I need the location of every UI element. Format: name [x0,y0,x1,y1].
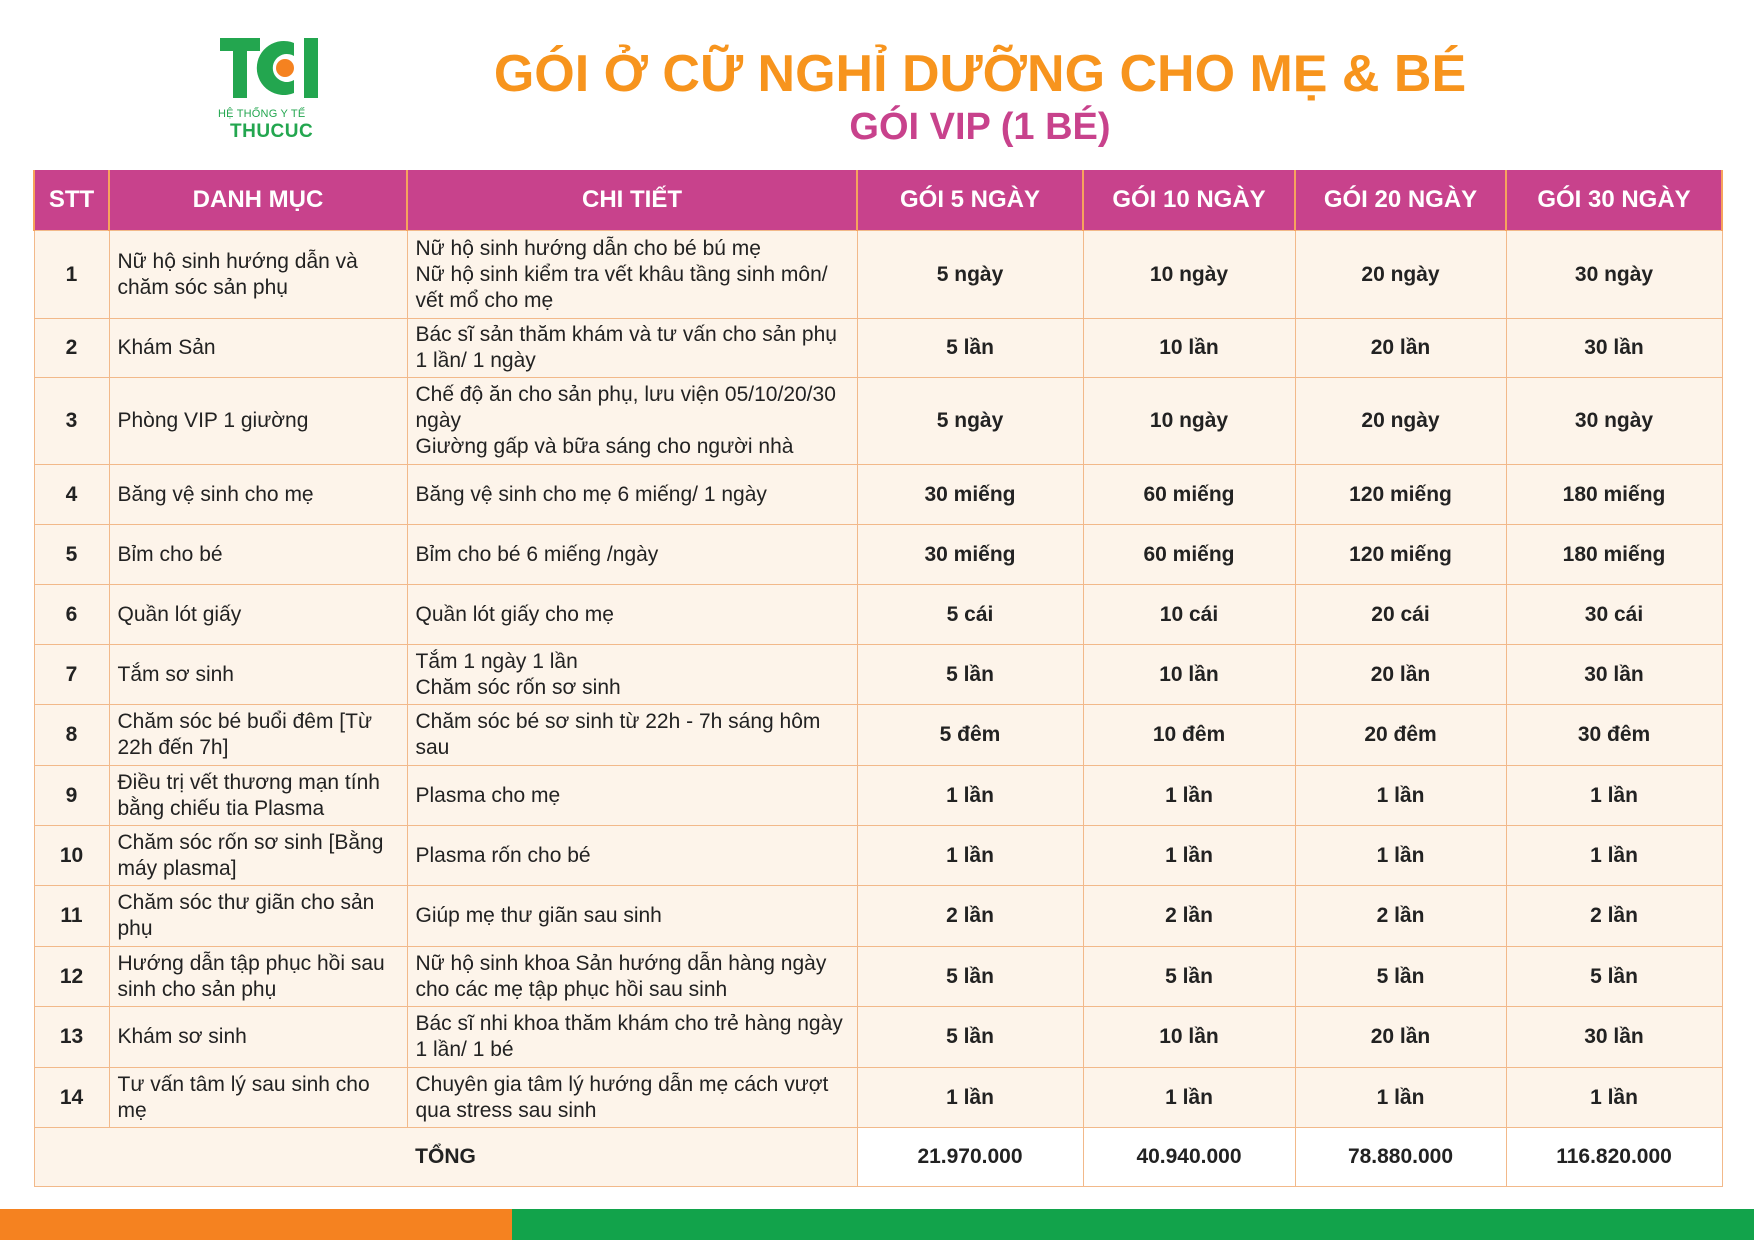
detail-line: Giường gấp và bữa sáng cho người nhà [415,435,794,458]
row-detail [407,766,857,826]
row-value-5: 30 miếng [857,525,1083,585]
detail-line: Giúp mẹ thư giãn sau sinh [415,904,662,927]
row-value-5: 5 lần [857,947,1083,1007]
row-value-5: 1 lần [857,766,1083,826]
row-value-30: 30 lần [1506,1007,1722,1068]
detail-line: Tắm 1 ngày 1 lần [415,649,578,673]
row-value-20: 1 lần [1295,1068,1506,1128]
page-subtitle: GÓI VIP (1 BÉ) [849,106,1111,148]
row-value-20: 120 miếng [1295,525,1506,585]
row-value-30: 1 lần [1506,826,1722,886]
row-detail [407,947,857,1007]
row-value-5: 2 lần [857,886,1083,947]
row-detail [407,645,857,705]
detail-line: Chăm sóc bé sơ sinh từ 22h - 7h sáng hôm sau [415,710,821,759]
row-detail [407,465,857,525]
row-value-10: 5 lần [1083,947,1295,1007]
row-value-20: 1 lần [1295,826,1506,886]
total-row [34,1128,1722,1187]
row-value-10: 10 ngày [1083,231,1295,319]
row-value-20: 20 ngày [1295,378,1506,465]
tci-logo [218,38,330,144]
detail-line: Chế độ ăn cho sản phụ, lưu viện 05/10/20/30 ngày [415,383,836,432]
logo-name: THUCUC [230,121,314,142]
row-category: Băng vệ sinh cho mẹ [109,465,407,525]
row-value-5: 5 cái [857,585,1083,645]
row-value-30: 30 lần [1506,319,1722,378]
row-value-5: 5 ngày [857,231,1083,319]
table-row [34,1068,1722,1128]
row-detail [407,705,857,766]
row-value-5: 5 lần [857,319,1083,378]
row-detail [407,319,857,378]
table-row [34,585,1722,645]
header-package-5: GÓI 5 NGÀY [857,170,1083,231]
header-stt: STT [34,170,109,231]
row-stt: 14 [34,1068,109,1128]
detail-line: Quần lót giấy cho mẹ [415,602,614,626]
row-value-10: 1 lần [1083,766,1295,826]
row-stt: 8 [34,705,109,766]
row-detail [407,1068,857,1128]
row-value-10: 10 ngày [1083,378,1295,465]
row-category: Hướng dẫn tập phục hồi sau sinh cho sản phụ [109,947,407,1007]
page-title: GÓI Ở CỮ NGHỈ DƯỠNG CHO MẸ & BÉ [493,45,1467,103]
row-detail [407,525,857,585]
row-value-10: 2 lần [1083,886,1295,947]
row-detail [407,231,857,319]
header-detail: CHI TIẾT [407,170,857,231]
row-value-30: 1 lần [1506,1068,1722,1128]
detail-line: Chuyên gia tâm lý hướng dẫn mẹ cách vượt qua stress sau sinh [415,1072,829,1122]
row-detail [407,378,857,465]
row-detail [407,1007,857,1068]
row-value-5: 5 lần [857,1007,1083,1068]
row-stt: 12 [34,947,109,1007]
row-value-20: 20 đêm [1295,705,1506,766]
row-value-5: 1 lần [857,826,1083,886]
total-label: TỔNG [34,1128,857,1187]
table-row [34,886,1722,947]
row-category: Điều trị vết thương mạn tính bằng chiếu tia Plasma [109,766,407,826]
row-value-10: 10 lần [1083,645,1295,705]
detail-line: Bác sĩ sản thăm khám và tư vấn cho sản phụ 1 lần/ 1 ngày [415,323,837,372]
row-value-30: 30 ngày [1506,378,1722,465]
row-value-30: 1 lần [1506,766,1722,826]
row-category: Nữ hộ sinh hướng dẫn và chăm sóc sản phụ [109,231,407,319]
row-value-5: 30 miếng [857,465,1083,525]
table-row [34,231,1722,319]
row-value-5: 5 ngày [857,378,1083,465]
detail-line: Bác sĩ nhi khoa thăm khám cho trẻ hàng ngày 1 lần/ 1 bé [415,1012,843,1061]
row-detail [407,826,857,886]
row-category: Tư vấn tâm lý sau sinh cho mẹ [109,1068,407,1128]
row-stt: 10 [34,826,109,886]
row-value-30: 30 ngày [1506,231,1722,319]
row-value-10: 60 miếng [1083,525,1295,585]
row-stt: 13 [34,1007,109,1068]
row-value-30: 30 lần [1506,645,1722,705]
table-row [34,766,1722,826]
row-category: Khám sơ sinh [109,1007,407,1068]
detail-line: Nữ hộ sinh kiểm tra vết khâu tầng sinh môn/ vết mổ cho mẹ [415,262,828,312]
row-category: Phòng VIP 1 giường [109,378,407,465]
detail-line: Plasma cho mẹ [415,783,561,807]
row-value-10: 10 lần [1083,1007,1295,1068]
row-category: Quần lót giấy [109,585,407,645]
row-value-20: 2 lần [1295,886,1506,947]
table-row [34,826,1722,886]
row-value-30: 30 đêm [1506,705,1722,766]
row-value-10: 1 lần [1083,1068,1295,1128]
row-value-20: 20 lần [1295,319,1506,378]
row-value-10: 10 đêm [1083,705,1295,766]
package-table [33,170,1723,1187]
table-row [34,947,1722,1007]
row-value-20: 1 lần [1295,766,1506,826]
row-value-20: 5 lần [1295,947,1506,1007]
row-detail [407,585,857,645]
row-stt: 6 [34,585,109,645]
row-category: Tắm sơ sinh [109,645,407,705]
row-stt: 11 [34,886,109,947]
detail-line: Chăm sóc rốn sơ sinh [415,675,621,699]
row-value-10: 1 lần [1083,826,1295,886]
row-stt: 5 [34,525,109,585]
total-value-5: 21.970.000 [857,1128,1083,1187]
row-value-20: 120 miếng [1295,465,1506,525]
table-row [34,1007,1722,1068]
row-stt: 4 [34,465,109,525]
row-value-10: 60 miếng [1083,465,1295,525]
row-category: Bỉm cho bé [109,525,407,585]
row-stt: 9 [34,766,109,826]
row-value-30: 180 miếng [1506,525,1722,585]
table-row [34,525,1722,585]
row-value-20: 20 lần [1295,645,1506,705]
row-value-20: 20 cái [1295,585,1506,645]
detail-line: Nữ hộ sinh khoa Sản hướng dẫn hàng ngày cho các mẹ tập phục hồi sau sinh [415,951,827,1001]
row-stt: 1 [34,231,109,319]
header-package-30: GÓI 30 NGÀY [1506,170,1722,231]
table-row [34,705,1722,766]
row-category: Chăm sóc rốn sơ sinh [Bằng máy plasma] [109,826,407,886]
row-value-10: 10 lần [1083,319,1295,378]
table-row [34,378,1722,465]
table-row [34,645,1722,705]
header-package-10: GÓI 10 NGÀY [1083,170,1295,231]
total-value-30: 116.820.000 [1506,1128,1722,1187]
row-category: Chăm sóc bé buổi đêm [Từ 22h đến 7h] [109,705,407,766]
row-stt: 2 [34,319,109,378]
detail-line: Băng vệ sinh cho mẹ 6 miếng/ 1 ngày [415,482,767,506]
total-value-10: 40.940.000 [1083,1128,1295,1187]
row-category: Khám Sản [109,319,407,378]
table-row [34,319,1722,378]
logo-subtitle: HỆ THỐNG Y TẾ [218,108,306,120]
row-stt: 7 [34,645,109,705]
total-value-20: 78.880.000 [1295,1128,1506,1187]
table-row [34,465,1722,525]
detail-line: Plasma rốn cho bé [415,843,591,867]
header-category: DANH MỤC [109,170,407,231]
row-value-30: 30 cái [1506,585,1722,645]
row-value-30: 5 lần [1506,947,1722,1007]
row-value-20: 20 lần [1295,1007,1506,1068]
footer-bar-orange [0,1209,512,1240]
row-category: Chăm sóc thư giãn cho sản phụ [109,886,407,947]
row-value-5: 1 lần [857,1068,1083,1128]
row-value-10: 10 cái [1083,585,1295,645]
row-stt: 3 [34,378,109,465]
table-header-row [34,170,1722,231]
row-detail [407,886,857,947]
tci-logo-mark [220,38,330,98]
footer-bar-green [512,1209,1754,1240]
detail-line: Bỉm cho bé 6 miếng /ngày [415,542,659,566]
row-value-30: 2 lần [1506,886,1722,947]
header-package-20: GÓI 20 NGÀY [1295,170,1506,231]
row-value-30: 180 miếng [1506,465,1722,525]
row-value-5: 5 đêm [857,705,1083,766]
detail-line: Nữ hộ sinh hướng dẫn cho bé bú mẹ [415,236,761,260]
row-value-20: 20 ngày [1295,231,1506,319]
row-value-5: 5 lần [857,645,1083,705]
